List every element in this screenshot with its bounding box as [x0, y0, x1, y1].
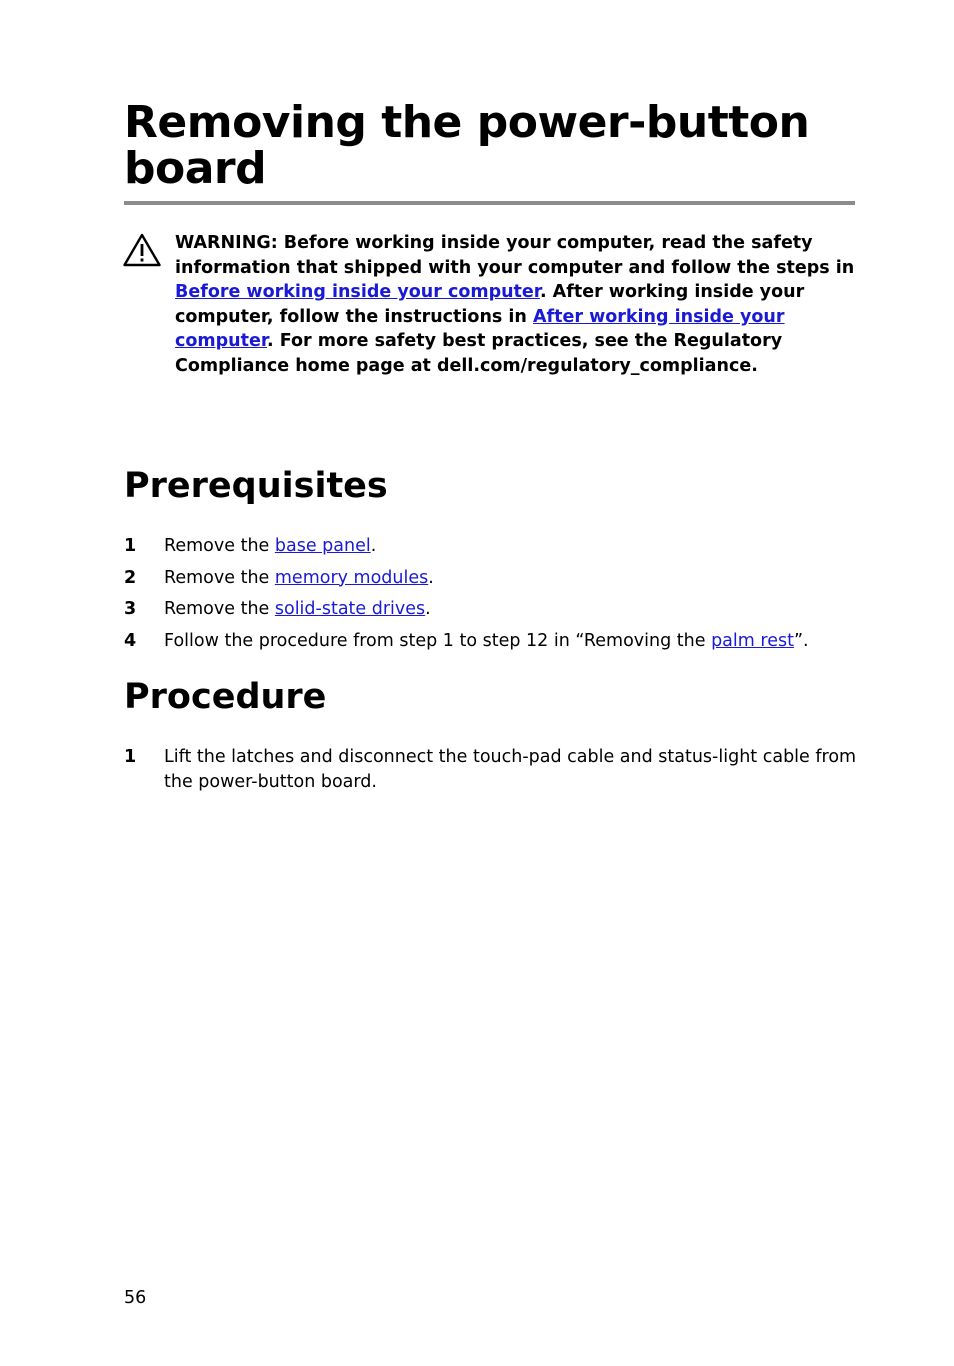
- warning-message: [175, 231, 865, 379]
- warning-text-part-3: . For more safety best practices, see the Regulatory Compliance home page at dell.com/regulatory_compliance.: [175, 331, 783, 376]
- step-number: 4: [124, 630, 137, 651]
- memory-modules-link[interactable]: memory modules: [274, 567, 429, 588]
- warning-triangle-icon: [123, 233, 161, 267]
- base-panel-link[interactable]: base panel: [274, 536, 371, 556]
- after-working-link[interactable]: After working inside your computer: [175, 306, 785, 352]
- step-text: Remove the: [164, 599, 275, 620]
- step-text: Remove the: [164, 536, 275, 556]
- step-number: 3: [124, 599, 137, 620]
- step-text-end: ”.: [793, 630, 809, 651]
- list-item: [124, 597, 864, 629]
- list-item: [124, 534, 864, 566]
- warning-text-part-1: WARNING: Before working inside your computer, read the safety information that shipped with your computer and follow the steps in: [175, 233, 855, 278]
- step-text-end: .: [425, 599, 431, 620]
- list-item: [124, 745, 864, 794]
- page-number: 56: [124, 1288, 147, 1308]
- step-number: 1: [124, 747, 137, 767]
- prerequisites-list: [124, 534, 864, 660]
- step-number: 1: [124, 536, 137, 556]
- step-text-end: .: [428, 567, 434, 588]
- list-item: [124, 566, 864, 598]
- solid-state-drives-link[interactable]: solid-state drives: [274, 599, 426, 620]
- list-item: [124, 629, 864, 661]
- step-text: Lift the latches and disconnect the touch-pad cable and status-light cable from the power-button board.: [164, 747, 857, 792]
- palm-rest-link[interactable]: palm rest: [711, 630, 794, 651]
- step-text: Remove the: [164, 567, 275, 588]
- before-working-link[interactable]: Before working inside your computer: [175, 282, 540, 303]
- procedure-list: [124, 745, 864, 794]
- step-number: 2: [124, 567, 137, 588]
- step-text: Follow the procedure from step 1 to step 12 in “Removing the: [164, 630, 712, 651]
- step-text-end: .: [370, 536, 377, 556]
- title-divider: [124, 201, 855, 205]
- warning-text-part-2: . After working inside your computer, follow the instructions in: [175, 282, 805, 327]
- prerequisites-heading: Prerequisites: [124, 466, 388, 506]
- page-title: Removing the power-button board: [124, 97, 810, 194]
- procedure-heading: Procedure: [124, 677, 327, 717]
